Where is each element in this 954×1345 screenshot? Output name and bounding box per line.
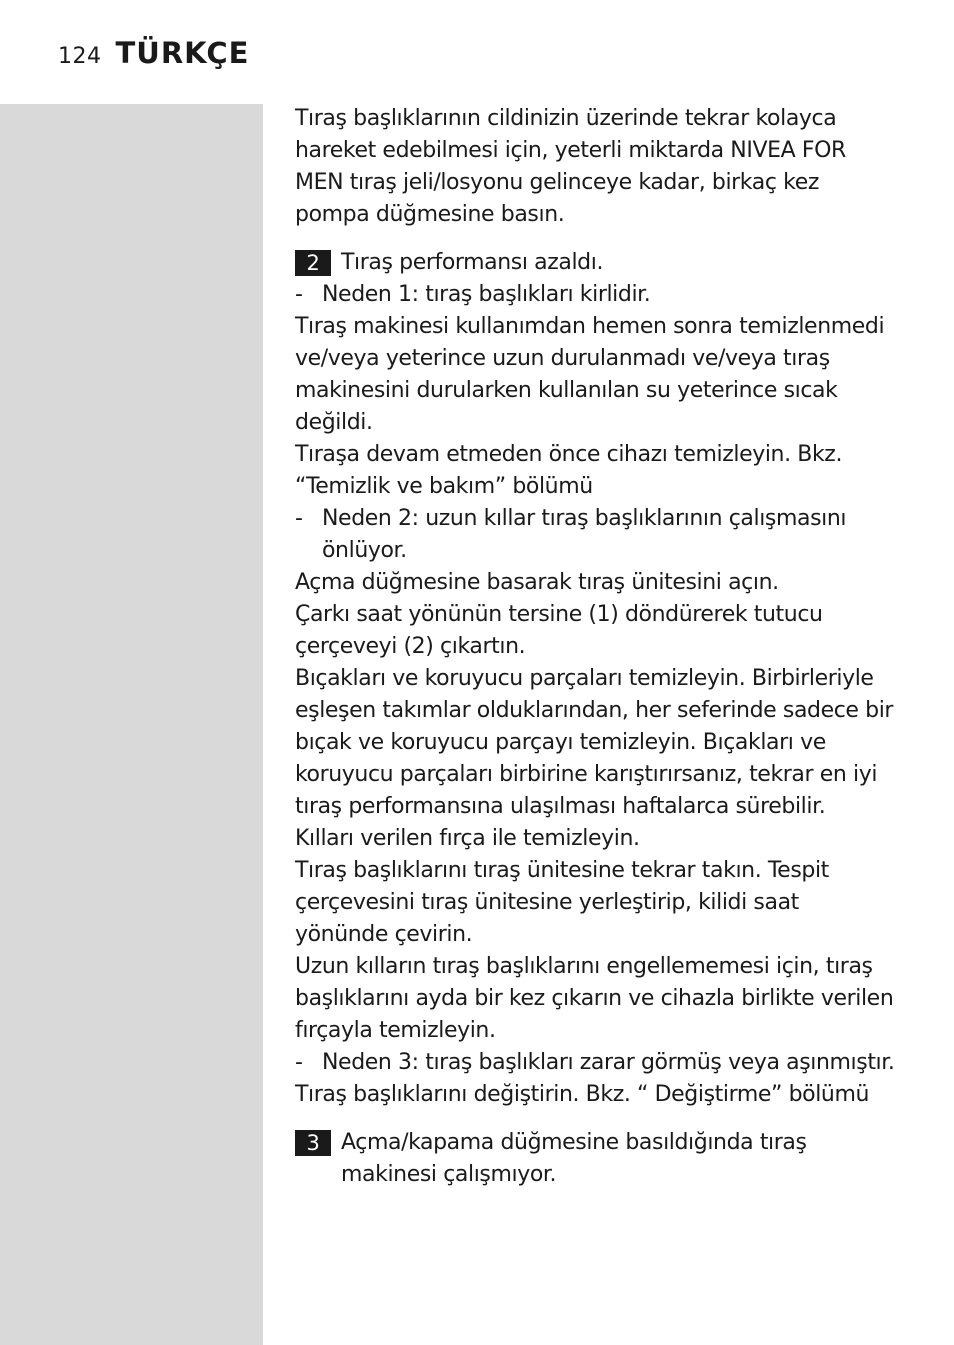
step-title: Tıraş performansı azaldı. (341, 250, 604, 275)
cause-2-paragraph: Çarkı saat yönünün tersine (1) döndürerek tutucu çerçeveyi (2) çıkartın. (295, 602, 823, 659)
cause-3-bullet (295, 1047, 895, 1079)
bullet-text: Neden 1: tıraş başlıkları kirlidir. (322, 282, 651, 307)
page-header (58, 36, 249, 72)
cause-2-paragraph: Uzun kılların tıraş başlıklarını engellememesi için, tıraş başlıklarını ayda bir kez çıkarın ve cihazla birlikte verilen fırçayla temizleyin. (295, 954, 894, 1043)
intro-paragraph: Tıraş başlıklarının cildinizin üzerinde tekrar kolayca hareket edebilmesi için, yeterli miktarda NIVEA FOR MEN tıraş jeli/losyonu gelinceye kadar, birkaç kez pompa düğmesine basın. (295, 106, 846, 227)
gray-sidebar (0, 104, 263, 1345)
step-title: Açma/kapama düğmesine basıldığında tıraş makinesi çalışmıyor. (341, 1130, 807, 1187)
cause-1-bullet (295, 279, 895, 311)
cause-2-paragraph: Kılları verilen fırça ile temizleyin. (295, 826, 640, 851)
block-gap (295, 231, 895, 247)
page-number: 124 (58, 44, 102, 69)
block-gap (295, 1111, 895, 1127)
cause-2-paragraph: Açma düğmesine basarak tıraş ünitesini açın. (295, 570, 779, 595)
bullet-text: Neden 2: uzun kıllar tıraş başlıklarının çalışmasını önlüyor. (322, 506, 847, 563)
step-number-badge: 2 (295, 250, 331, 276)
cause-3-paragraph: Tıraş başlıklarını değiştirin. Bkz. “ Değiştirme” bölümü (295, 1082, 870, 1107)
cause-2-bullet (295, 503, 895, 567)
bullet-dash: - (295, 1050, 303, 1075)
cause-1-paragraph: Tıraş makinesi kullanımdan hemen sonra temizlenmedi ve/veya yeterince uzun durulanmadı ve/veya tıraş makinesini durularken kullanılan su yeterince sıcak değildi. (295, 314, 885, 435)
language-title: TÜRKÇE (115, 36, 250, 70)
cause-1-paragraph: Tıraşa devam etmeden önce cihazı temizleyin. Bkz. “Temizlik ve bakım” bölümü (295, 442, 843, 499)
bullet-dash: - (295, 506, 303, 531)
main-content (295, 103, 895, 1191)
bullet-text: Neden 3: tıraş başlıkları zarar görmüş veya aşınmıştır. (322, 1050, 895, 1075)
step-3-heading (295, 1127, 895, 1191)
step-2-heading (295, 247, 895, 279)
bullet-dash: - (295, 282, 303, 307)
step-number-badge: 3 (295, 1130, 331, 1156)
cause-2-paragraph: Bıçakları ve koruyucu parçaları temizleyin. Birbirleriyle eşleşen takımlar olduklarından, her seferinde sadece bir bıçak ve koruyucu parçayı temizleyin. Bıçakları ve koruyucu parçaları birbirine karıştırırsanız, tekrar en iyi tıraş performansına ulaşılması haftalarca sürebilir. (295, 666, 894, 819)
cause-2-paragraph: Tıraş başlıklarını tıraş ünitesine tekrar takın. Tespit çerçevesini tıraş ünitesine yerleştirip, kilidi saat yönünde çevirin. (295, 858, 829, 947)
